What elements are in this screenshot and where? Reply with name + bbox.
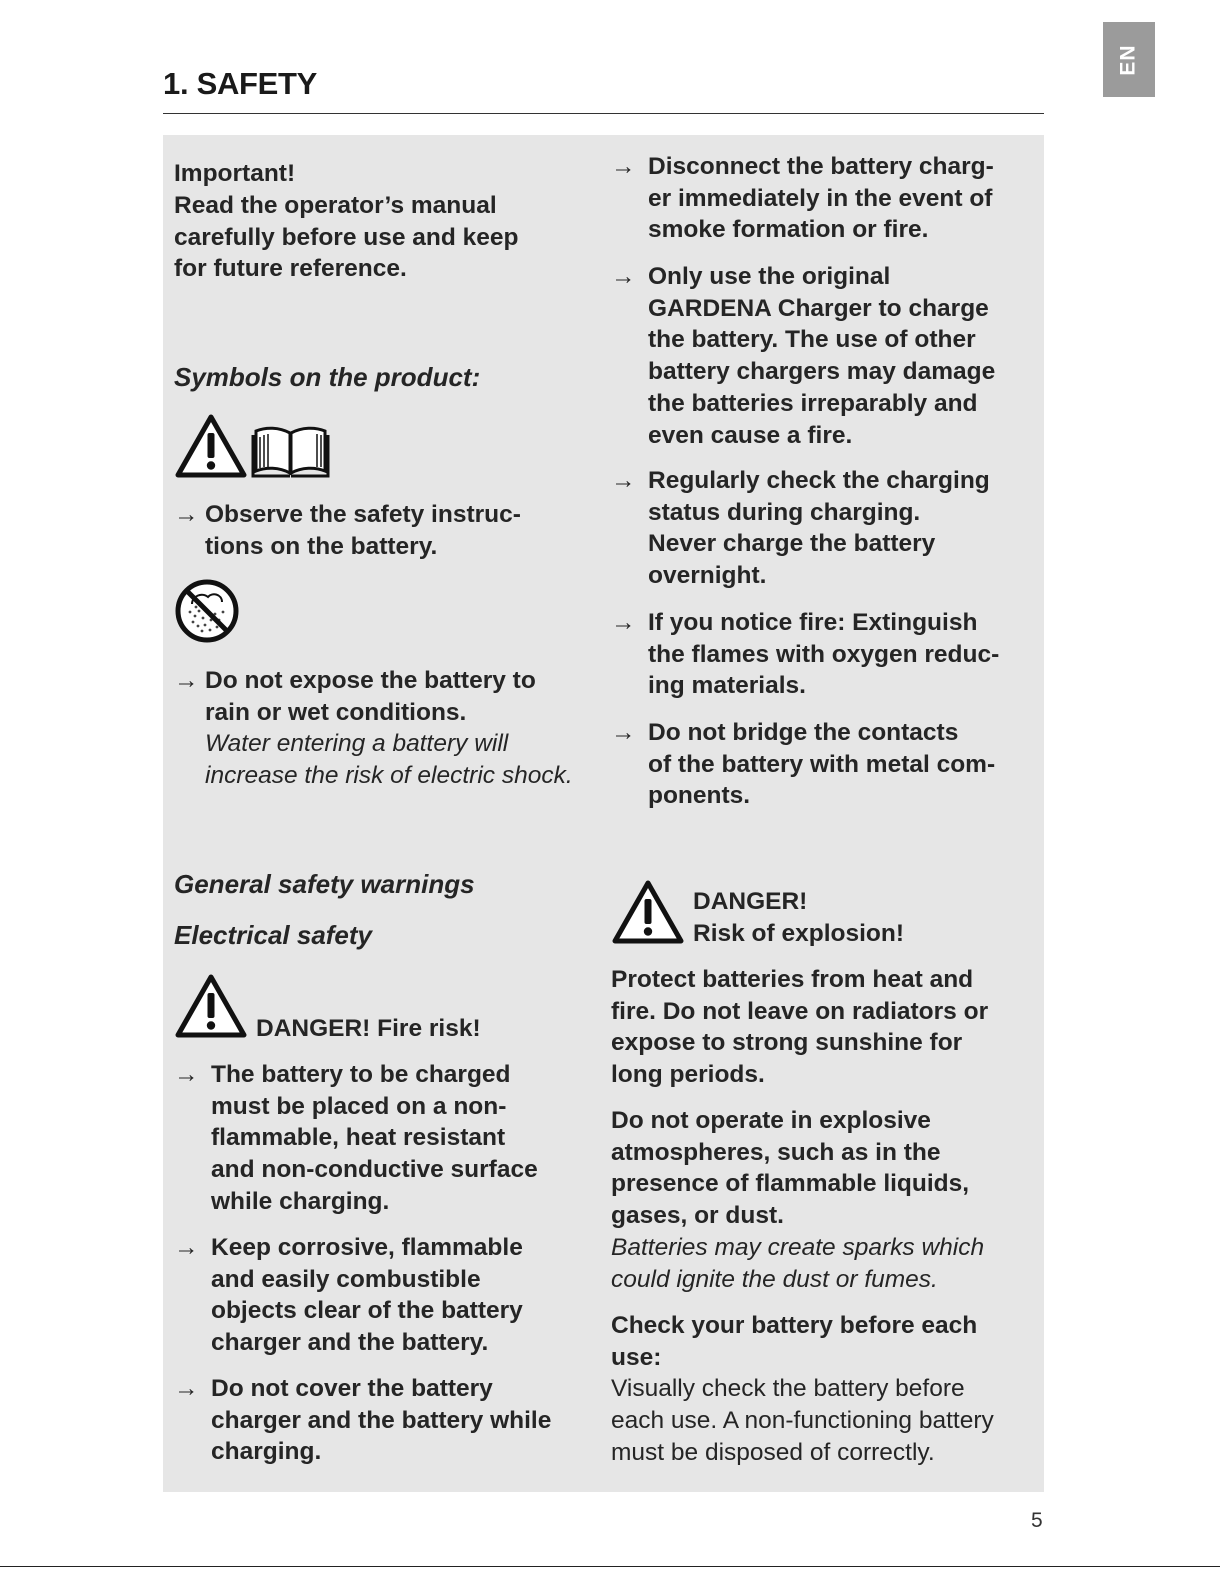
bottom-divider — [0, 1566, 1220, 1567]
danger-label: DANGER! Risk of explosion! — [693, 888, 905, 947]
manual-book-icon — [251, 423, 330, 479]
rain-warning: → Do not expose the battery to rain or wet conditions. Water entering a battery will increase the risk of electric shock. — [174, 667, 573, 790]
bullet-bridge: → Do not bridge the contacts of the battery with metal com- ponents. — [611, 719, 996, 810]
symbols-heading: Symbols on the product: — [174, 362, 481, 392]
safety-panel — [163, 135, 1044, 1492]
protect-text: Protect batteries from heat and fire. Do not leave on radiators or expose to strong sunshine for long periods. — [611, 966, 989, 1089]
warning-triangle-icon — [612, 879, 684, 945]
bullet-original-charger: → Only use the original GARDENA Charger to charge the battery. The use of other battery chargers may damage the batteries irreparably and even cause a fire. — [611, 263, 996, 449]
observe-instruction: → Observe the safety instruc- tions on the battery. — [174, 501, 521, 560]
important-label: Important! — [174, 160, 296, 187]
intro-text: Read the operator’s manual carefully before use and keep for future reference. — [174, 192, 519, 283]
bullet-fire: → If you notice fire: Extinguish the flames with oxygen reduc- ing materials. — [611, 609, 1000, 700]
language-code: EN — [1117, 43, 1140, 76]
atmosphere-text: Do not operate in explosive atmospheres, such as in the presence of flammable liquids, gases, or dust. Batteries may create sparks which could ignite the dust or fumes. — [611, 1107, 985, 1293]
check-battery-text: Check your battery before each use: Visually check the battery before each use. A non-functioning battery must be disposed of correctly. — [611, 1312, 994, 1466]
language-tab — [1103, 22, 1155, 97]
bullet-surface: → The battery to be charged must be placed on a non- flammable, heat resistant and non-conductive surface while charging. — [174, 1061, 538, 1215]
bullet-cover: → Do not cover the battery charger and the battery while charging. — [174, 1375, 552, 1466]
bullet-corrosive: → Keep corrosive, flammable and easily combustible objects clear of the battery charger and the battery. — [174, 1234, 523, 1357]
warning-triangle-icon — [175, 973, 247, 1039]
warning-triangle-icon — [175, 413, 247, 479]
bullet-check-status: → Regularly check the charging status during charging. Never charge the battery overnight. — [611, 467, 990, 590]
title-divider — [163, 113, 1044, 114]
no-rain-icon — [174, 578, 240, 644]
page-number: 5 — [1031, 1509, 1043, 1532]
fire-risk-label: DANGER! Fire risk! — [256, 1015, 481, 1042]
electrical-safety-heading: Electrical safety — [174, 920, 373, 950]
general-safety-heading: General safety warnings — [174, 869, 475, 899]
section-title: 1. SAFETY — [163, 66, 318, 101]
bullet-disconnect: → Disconnect the battery charg- er immediately in the event of smoke formation or fire. — [611, 153, 994, 244]
